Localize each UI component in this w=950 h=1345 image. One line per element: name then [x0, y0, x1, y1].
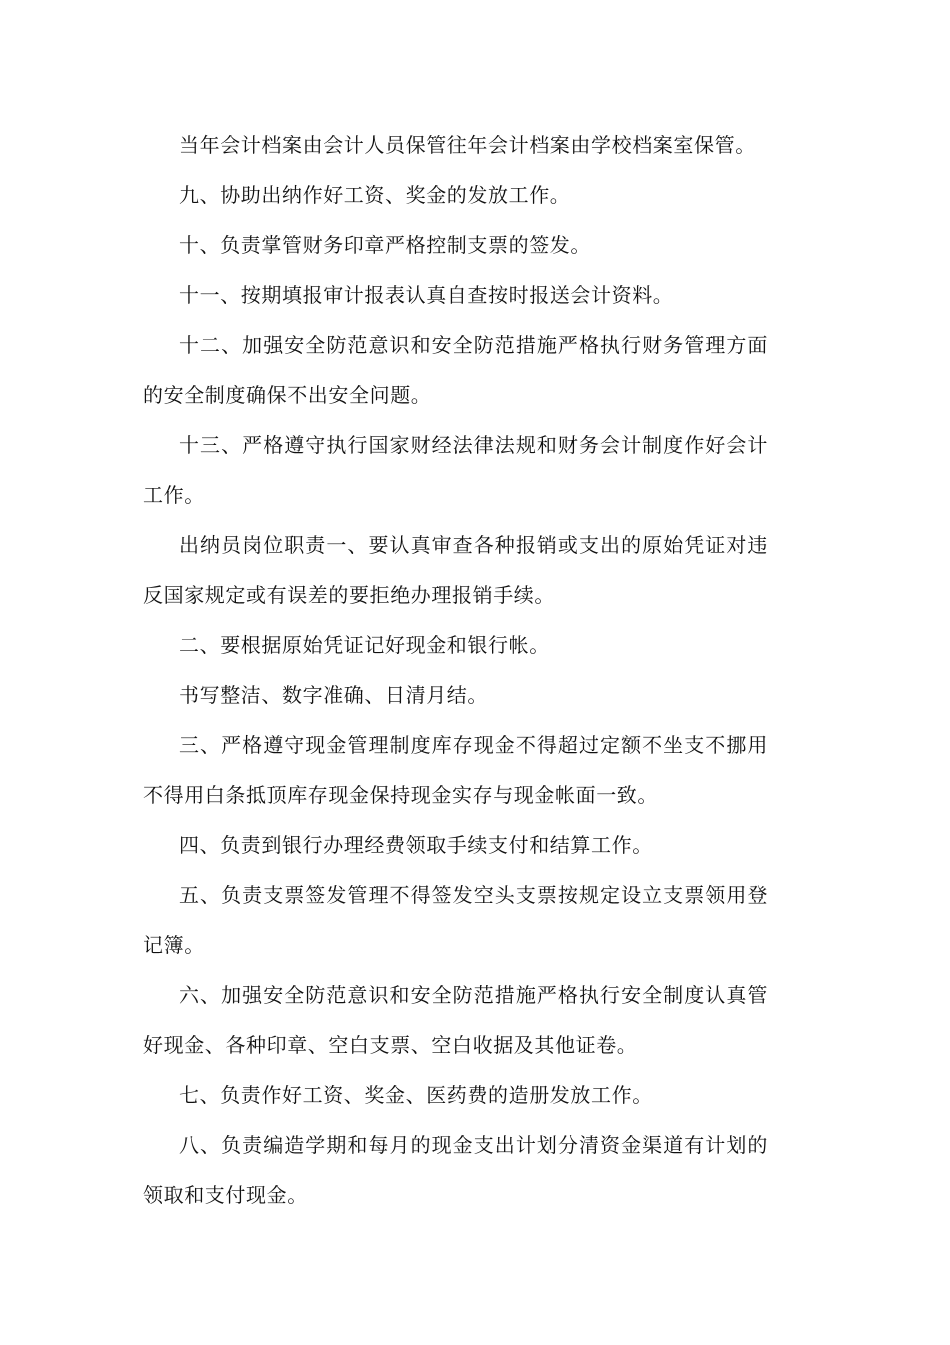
paragraph: 四、负责到银行办理经费领取手续支付和结算工作。: [179, 833, 653, 857]
paragraph: 十一、按期填报审计报表认真自查按时报送会计资料。: [179, 283, 674, 307]
paragraph: 六、加强安全防范意识和安全防范措施严格执行安全制度认真管好现金、各种印章、空白支票、空白收据及其他证卷。: [143, 983, 768, 1057]
paragraph: 十二、加强安全防范意识和安全防范措施严格执行财务管理方面的安全制度确保不出安全问题。: [143, 333, 768, 407]
paragraph: 当年会计档案由会计人员保管往年会计档案由学校档案室保管。: [179, 133, 756, 157]
paragraph: 九、协助出纳作好工资、奖金的发放工作。: [179, 183, 571, 207]
paragraph: 三、严格遵守现金管理制度库存现金不得超过定额不坐支不挪用不得用白条抵顶库存现金保持现金实存与现金帐面一致。: [143, 733, 768, 807]
paragraph: 十、负责掌管财务印章严格控制支票的签发。: [179, 233, 591, 257]
paragraph: 五、负责支票签发管理不得签发空头支票按规定设立支票领用登记簿。: [143, 883, 768, 957]
paragraph: 出纳员岗位职责一、要认真审查各种报销或支出的原始凭证对违反国家规定或有误差的要拒绝办理报销手续。: [143, 533, 768, 607]
document-body: [143, 120, 768, 1220]
paragraph: 八、负责编造学期和每月的现金支出计划分清资金渠道有计划的领取和支付现金。: [143, 1133, 768, 1207]
paragraph: 十三、严格遵守执行国家财经法律法规和财务会计制度作好会计工作。: [143, 433, 768, 507]
paragraph: 七、负责作好工资、奖金、医药费的造册发放工作。: [179, 1083, 653, 1107]
paragraph: 书写整洁、数字准确、日清月结。: [179, 683, 488, 707]
paragraph: 二、要根据原始凭证记好现金和银行帐。: [179, 633, 550, 657]
